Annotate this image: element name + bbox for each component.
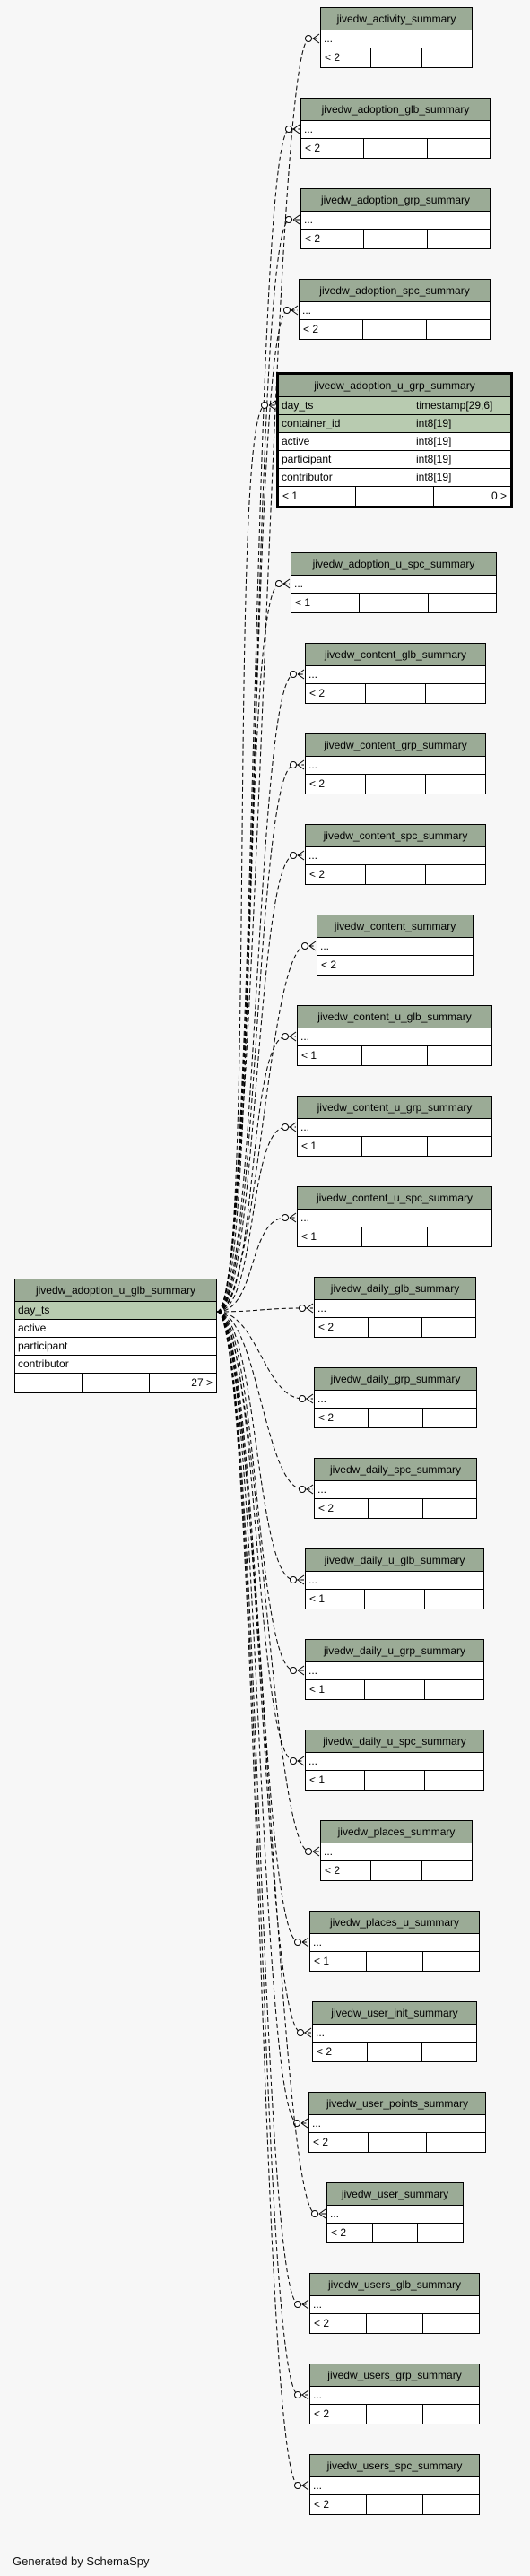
- table-footer: [291, 594, 496, 612]
- children-count: [422, 2495, 479, 2514]
- elided-columns: ...: [304, 123, 314, 135]
- table-header: jivedw_content_spc_summary: [306, 825, 485, 847]
- parents-count[interactable]: < 2: [303, 323, 319, 335]
- footer-spacer: [361, 1137, 426, 1156]
- column-name: container_id: [282, 417, 341, 429]
- column-row: [306, 1662, 483, 1680]
- optional-marker: [262, 403, 268, 409]
- footer-spacer: [359, 594, 427, 612]
- parents-count[interactable]: < 1: [309, 1592, 326, 1605]
- elided-columns: ...: [308, 759, 318, 771]
- table-header: jivedw_content_u_spc_summary: [298, 1187, 491, 1210]
- elided-columns: ...: [317, 1483, 327, 1496]
- parents-count[interactable]: < 2: [309, 777, 326, 790]
- column-row: [300, 302, 490, 320]
- column-row: [306, 1753, 483, 1771]
- table-footer: [310, 2495, 479, 2514]
- elided-columns: ...: [324, 32, 334, 45]
- child-table[interactable]: [312, 2001, 477, 2062]
- child-table[interactable]: [305, 1730, 484, 1791]
- column-name: contributor: [18, 1357, 69, 1370]
- relationship-line: [217, 765, 304, 1312]
- children-count: [421, 48, 472, 67]
- parents-count[interactable]: < 1: [309, 1774, 326, 1786]
- parents-count[interactable]: < 1: [301, 1140, 317, 1152]
- optional-marker: [291, 1577, 297, 1583]
- optional-marker: [282, 1034, 289, 1040]
- elided-columns: ...: [312, 2117, 322, 2129]
- table-footer: [315, 1409, 476, 1427]
- child-table[interactable]: [314, 1367, 477, 1428]
- table-footer: [321, 48, 472, 67]
- table-header: jivedw_activity_summary: [321, 8, 472, 30]
- table-header: jivedw_content_grp_summary: [306, 734, 485, 757]
- child-table[interactable]: [314, 1458, 477, 1519]
- table-header: jivedw_user_init_summary: [313, 2002, 476, 2025]
- table-footer: [298, 1137, 491, 1156]
- table-footer: [15, 1374, 216, 1392]
- footer-spacer: [369, 956, 421, 975]
- table-header: jivedw_daily_u_spc_summary: [306, 1730, 483, 1753]
- column-row: [310, 2477, 479, 2495]
- elided-columns: ...: [300, 1030, 310, 1043]
- footer-spacer: [362, 320, 426, 339]
- footer-spacer: [364, 1680, 423, 1699]
- table-footer: [315, 1499, 476, 1518]
- source-table[interactable]: [14, 1279, 217, 1393]
- column-row: [313, 2025, 476, 2043]
- parents-count[interactable]: < 2: [318, 1502, 335, 1514]
- relationship-line: [217, 1312, 311, 2033]
- table-header: jivedw_daily_glb_summary: [315, 1278, 475, 1300]
- elided-columns: ...: [308, 668, 318, 681]
- footer-spacer: [368, 1499, 421, 1518]
- column-row: [15, 1320, 216, 1338]
- table-header: jivedw_places_summary: [321, 1821, 472, 1843]
- optional-marker: [291, 1758, 297, 1765]
- children-count: [417, 2224, 463, 2242]
- optional-marker: [298, 2030, 304, 2036]
- children-count: [422, 2405, 479, 2424]
- children-count: [421, 2043, 476, 2061]
- column-row: [310, 2387, 479, 2405]
- children-count: [422, 1409, 476, 1427]
- parents-count[interactable]: < 2: [309, 868, 326, 880]
- table-footer: [306, 1680, 483, 1699]
- column-row: [279, 433, 510, 451]
- child-table[interactable]: [305, 733, 486, 794]
- relationship-line: [217, 1312, 308, 2395]
- column-row: [317, 938, 473, 956]
- parents-count[interactable]: < 1: [301, 1049, 317, 1062]
- table-header: jivedw_daily_grp_summary: [315, 1368, 476, 1391]
- elided-columns: ...: [302, 304, 312, 317]
- parents-count[interactable]: < 2: [317, 2045, 333, 2058]
- table-header: jivedw_content_summary: [317, 915, 473, 938]
- table-footer: [310, 2405, 479, 2424]
- elided-columns: ...: [308, 1664, 318, 1677]
- optional-marker: [295, 2302, 301, 2308]
- table-footer: [301, 139, 490, 158]
- elided-columns: ...: [330, 2207, 340, 2220]
- table-header: jivedw_content_u_glb_summary: [298, 1006, 491, 1028]
- table-footer: [306, 684, 485, 703]
- child-table[interactable]: [300, 188, 491, 249]
- table-header: jivedw_user_points_summary: [309, 2093, 485, 2115]
- footer-spacer: [361, 1227, 426, 1246]
- relationship-line: [217, 1312, 308, 1942]
- generated-by-label: Generated by SchemaSpy: [13, 2554, 150, 2568]
- table-footer: [315, 1318, 475, 1337]
- footer-spacer: [368, 1318, 421, 1337]
- parents-count[interactable]: < 1: [295, 596, 311, 609]
- elided-columns: ...: [320, 940, 330, 952]
- optional-marker: [282, 1124, 289, 1131]
- children-count[interactable]: 0 >: [433, 487, 510, 506]
- children-count: [427, 1227, 491, 1246]
- children-count: [427, 1137, 491, 1156]
- optional-marker: [286, 126, 292, 133]
- relationship-line: [217, 1312, 308, 2304]
- children-count: [422, 1499, 476, 1518]
- optional-marker: [291, 1668, 297, 1674]
- footer-spacer: [82, 1374, 149, 1392]
- elided-columns: ...: [300, 1121, 310, 1133]
- footer-spacer: [355, 487, 432, 506]
- parents-count[interactable]: < 2: [325, 51, 341, 64]
- table-footer: [300, 320, 490, 339]
- column-row: [279, 469, 510, 487]
- table-footer: [306, 1771, 483, 1790]
- children-count: [421, 1318, 475, 1337]
- optional-marker: [306, 1849, 312, 1855]
- column-row: [306, 847, 485, 865]
- elided-columns: ...: [313, 1936, 323, 1948]
- column-name: contributor: [282, 471, 333, 483]
- table-footer: [301, 230, 490, 248]
- column-row: [298, 1210, 491, 1227]
- parents-count[interactable]: < 2: [318, 1321, 335, 1333]
- column-name: active: [18, 1322, 47, 1334]
- table-header: jivedw_daily_u_glb_summary: [306, 1549, 483, 1572]
- optional-marker: [302, 943, 308, 950]
- table-header: jivedw_adoption_spc_summary: [300, 280, 490, 302]
- elided-columns: ...: [304, 213, 314, 226]
- elided-columns: ...: [313, 2389, 323, 2401]
- column-row: [301, 121, 490, 139]
- optional-marker: [284, 308, 291, 314]
- parents-count[interactable]: < 1: [314, 1955, 330, 1967]
- table-header: jivedw_daily_spc_summary: [315, 1459, 476, 1481]
- column-row: [301, 212, 490, 230]
- children-count: [421, 956, 473, 975]
- child-table[interactable]: [305, 1548, 484, 1609]
- children-count: [426, 320, 490, 339]
- table-header: jivedw_adoption_grp_summary: [301, 189, 490, 212]
- footer-spacer: [365, 684, 425, 703]
- parents-count[interactable]: < 2: [314, 2317, 330, 2329]
- table-footer: [317, 956, 473, 975]
- footer-spacer: [361, 1046, 426, 1065]
- table-header: jivedw_places_u_summary: [310, 1912, 479, 1934]
- child-table[interactable]: [308, 2092, 486, 2153]
- child-table[interactable]: [297, 1005, 492, 1066]
- optional-marker: [276, 581, 282, 587]
- table-header: jivedw_adoption_glb_summary: [301, 99, 490, 121]
- footer-spacer: [365, 865, 425, 884]
- table-footer: [306, 865, 485, 884]
- table-footer: [306, 775, 485, 794]
- optional-marker: [312, 2211, 318, 2217]
- relationship-line: [217, 1218, 296, 1312]
- column-row: [310, 2296, 479, 2314]
- children-count: [425, 775, 485, 794]
- column-type: timestamp[29,6]: [413, 397, 492, 414]
- optional-marker: [300, 1487, 306, 1493]
- children-count: [425, 865, 485, 884]
- elided-columns: ...: [324, 1845, 334, 1858]
- footer-spacer: [368, 2133, 427, 2152]
- footer-spacer: [364, 1771, 423, 1790]
- child-table[interactable]: [317, 915, 474, 976]
- parents-count[interactable]: < 2: [305, 142, 321, 154]
- optional-marker: [306, 36, 312, 42]
- optional-marker: [291, 853, 297, 859]
- footer-spacer: [366, 2405, 422, 2424]
- column-row: [321, 1843, 472, 1861]
- relationship-line: [217, 1308, 313, 1312]
- footer-spacer: [370, 48, 421, 67]
- column-type: int8[19]: [413, 433, 451, 450]
- column-row: [315, 1300, 475, 1318]
- footer-spacer: [365, 775, 425, 794]
- elided-columns: ...: [313, 2479, 323, 2492]
- column-row: [15, 1302, 216, 1320]
- footer-spacer: [370, 1861, 421, 1880]
- elided-columns: ...: [317, 1302, 327, 1314]
- column-row: [309, 2115, 485, 2133]
- table-footer: [310, 1952, 479, 1971]
- optional-marker: [300, 1396, 306, 1402]
- column-row: [306, 666, 485, 684]
- relationship-line: [217, 855, 304, 1312]
- children-count: [424, 1771, 483, 1790]
- table-footer: [321, 1861, 472, 1880]
- relationship-line: [217, 1312, 313, 1489]
- parents-count[interactable]: < 2: [331, 2226, 347, 2239]
- parents-count[interactable]: < 1: [309, 1683, 326, 1696]
- optional-marker: [286, 217, 292, 223]
- children-count: [422, 1952, 479, 1971]
- children-count: [427, 230, 490, 248]
- child-table[interactable]: [297, 1186, 492, 1247]
- elided-columns: ...: [308, 1755, 318, 1767]
- column-row: [298, 1119, 491, 1137]
- elided-columns: ...: [317, 1392, 327, 1405]
- relationship-line: [217, 1312, 304, 1670]
- table-footer: [313, 2043, 476, 2061]
- optional-marker: [291, 762, 297, 768]
- footer-spacer: [364, 1590, 423, 1609]
- elided-columns: ...: [308, 1574, 318, 1586]
- parents-count[interactable]: < 2: [314, 2407, 330, 2420]
- table-footer: [327, 2224, 463, 2242]
- table-header: jivedw_users_spc_summary: [310, 2455, 479, 2477]
- footer-spacer: [366, 2495, 422, 2514]
- child-table[interactable]: [320, 1820, 473, 1881]
- column-row: [15, 1356, 216, 1374]
- child-table[interactable]: [309, 2454, 480, 2515]
- relationship-line: [217, 1312, 319, 1852]
- column-row: [306, 757, 485, 775]
- column-row: [15, 1338, 216, 1356]
- table-header: jivedw_user_summary: [327, 2183, 463, 2206]
- column-row: [310, 1934, 479, 1952]
- child-table[interactable]: [300, 98, 491, 159]
- column-row: [315, 1481, 476, 1499]
- elided-columns: ...: [294, 577, 304, 590]
- child-table[interactable]: [305, 643, 486, 704]
- footer-spacer: [368, 1409, 421, 1427]
- children-count: [424, 1590, 483, 1609]
- elided-columns: ...: [313, 2298, 323, 2311]
- parents-count[interactable]: < 2: [314, 2498, 330, 2511]
- child-table[interactable]: [297, 1096, 492, 1157]
- children-count: [427, 1046, 491, 1065]
- optional-marker: [282, 1215, 289, 1221]
- column-type: int8[19]: [413, 451, 451, 468]
- column-name: participant: [282, 453, 332, 465]
- optional-marker: [295, 2392, 301, 2398]
- children-count[interactable]: 27 >: [149, 1374, 216, 1392]
- table-header: jivedw_users_grp_summary: [310, 2364, 479, 2387]
- column-row: [279, 397, 510, 415]
- children-count: [427, 139, 490, 158]
- child-table[interactable]: [309, 2364, 480, 2424]
- column-row: [315, 1391, 476, 1409]
- children-count: [422, 2314, 479, 2333]
- table-footer: [298, 1227, 491, 1246]
- parents-count[interactable]: < 2: [309, 687, 326, 699]
- column-name: participant: [18, 1340, 68, 1352]
- footer-spacer: [366, 1952, 422, 1971]
- parents-count[interactable]: < 1: [301, 1230, 317, 1243]
- footer-spacer: [372, 2224, 418, 2242]
- table-header: jivedw_adoption_u_glb_summary: [15, 1279, 216, 1302]
- parents-count[interactable]: < 2: [325, 1864, 341, 1877]
- column-row: [279, 451, 510, 469]
- table-footer: [298, 1046, 491, 1065]
- parents-count[interactable]: < 2: [318, 1411, 335, 1424]
- relationship-line: [217, 584, 290, 1312]
- children-count: [421, 1861, 472, 1880]
- child-table[interactable]: [299, 279, 491, 340]
- column-row: [327, 2206, 463, 2224]
- child-table[interactable]: [326, 2182, 464, 2243]
- column-name: day_ts: [18, 1304, 50, 1316]
- parents-count[interactable]: < 2: [305, 232, 321, 245]
- child-table[interactable]: [309, 2273, 480, 2334]
- child-table[interactable]: [309, 1911, 480, 1972]
- children-count: [426, 2133, 485, 2152]
- parents-count[interactable]: [15, 1374, 82, 1392]
- table-header: jivedw_content_glb_summary: [306, 644, 485, 666]
- child-table[interactable]: [291, 552, 497, 613]
- column-name: active: [282, 435, 310, 447]
- optional-marker: [300, 1305, 306, 1312]
- footer-spacer: [367, 2043, 421, 2061]
- table-header: jivedw_users_glb_summary: [310, 2274, 479, 2296]
- child-table[interactable]: [314, 1277, 476, 1338]
- column-row: [306, 1572, 483, 1590]
- focus-table[interactable]: [276, 372, 513, 508]
- footer-spacer: [363, 139, 426, 158]
- table-footer: [279, 487, 510, 506]
- column-row: [321, 30, 472, 48]
- elided-columns: ...: [300, 1211, 310, 1224]
- elided-columns: ...: [308, 849, 318, 862]
- children-count: [425, 684, 485, 703]
- relationship-line: [217, 1312, 313, 1399]
- optional-marker: [295, 1939, 301, 1946]
- table-header: jivedw_adoption_u_grp_summary: [279, 375, 510, 397]
- column-type: int8[19]: [413, 469, 451, 486]
- table-header: jivedw_content_u_grp_summary: [298, 1097, 491, 1119]
- column-row: [291, 576, 496, 594]
- child-table[interactable]: [320, 7, 473, 68]
- parents-count[interactable]: < 2: [313, 2136, 329, 2148]
- footer-spacer: [366, 2314, 422, 2333]
- table-header: jivedw_adoption_u_spc_summary: [291, 553, 496, 576]
- footer-spacer: [363, 230, 426, 248]
- elided-columns: ...: [316, 2026, 326, 2039]
- optional-marker: [295, 2483, 301, 2489]
- column-row: [279, 415, 510, 433]
- table-footer: [306, 1590, 483, 1609]
- child-table[interactable]: [305, 824, 486, 885]
- optional-marker: [291, 672, 297, 678]
- column-type: int8[19]: [413, 415, 451, 432]
- child-table[interactable]: [305, 1639, 484, 1700]
- children-count: [428, 594, 496, 612]
- parents-count[interactable]: < 2: [321, 958, 337, 971]
- column-row: [298, 1028, 491, 1046]
- relationship-line: [217, 1312, 304, 1761]
- children-count: [424, 1680, 483, 1699]
- table-header: jivedw_daily_u_grp_summary: [306, 1640, 483, 1662]
- column-name: day_ts: [282, 399, 314, 412]
- parents-count[interactable]: < 1: [282, 490, 299, 502]
- table-footer: [309, 2133, 485, 2152]
- table-footer: [310, 2314, 479, 2333]
- relationship-line: [217, 405, 275, 1312]
